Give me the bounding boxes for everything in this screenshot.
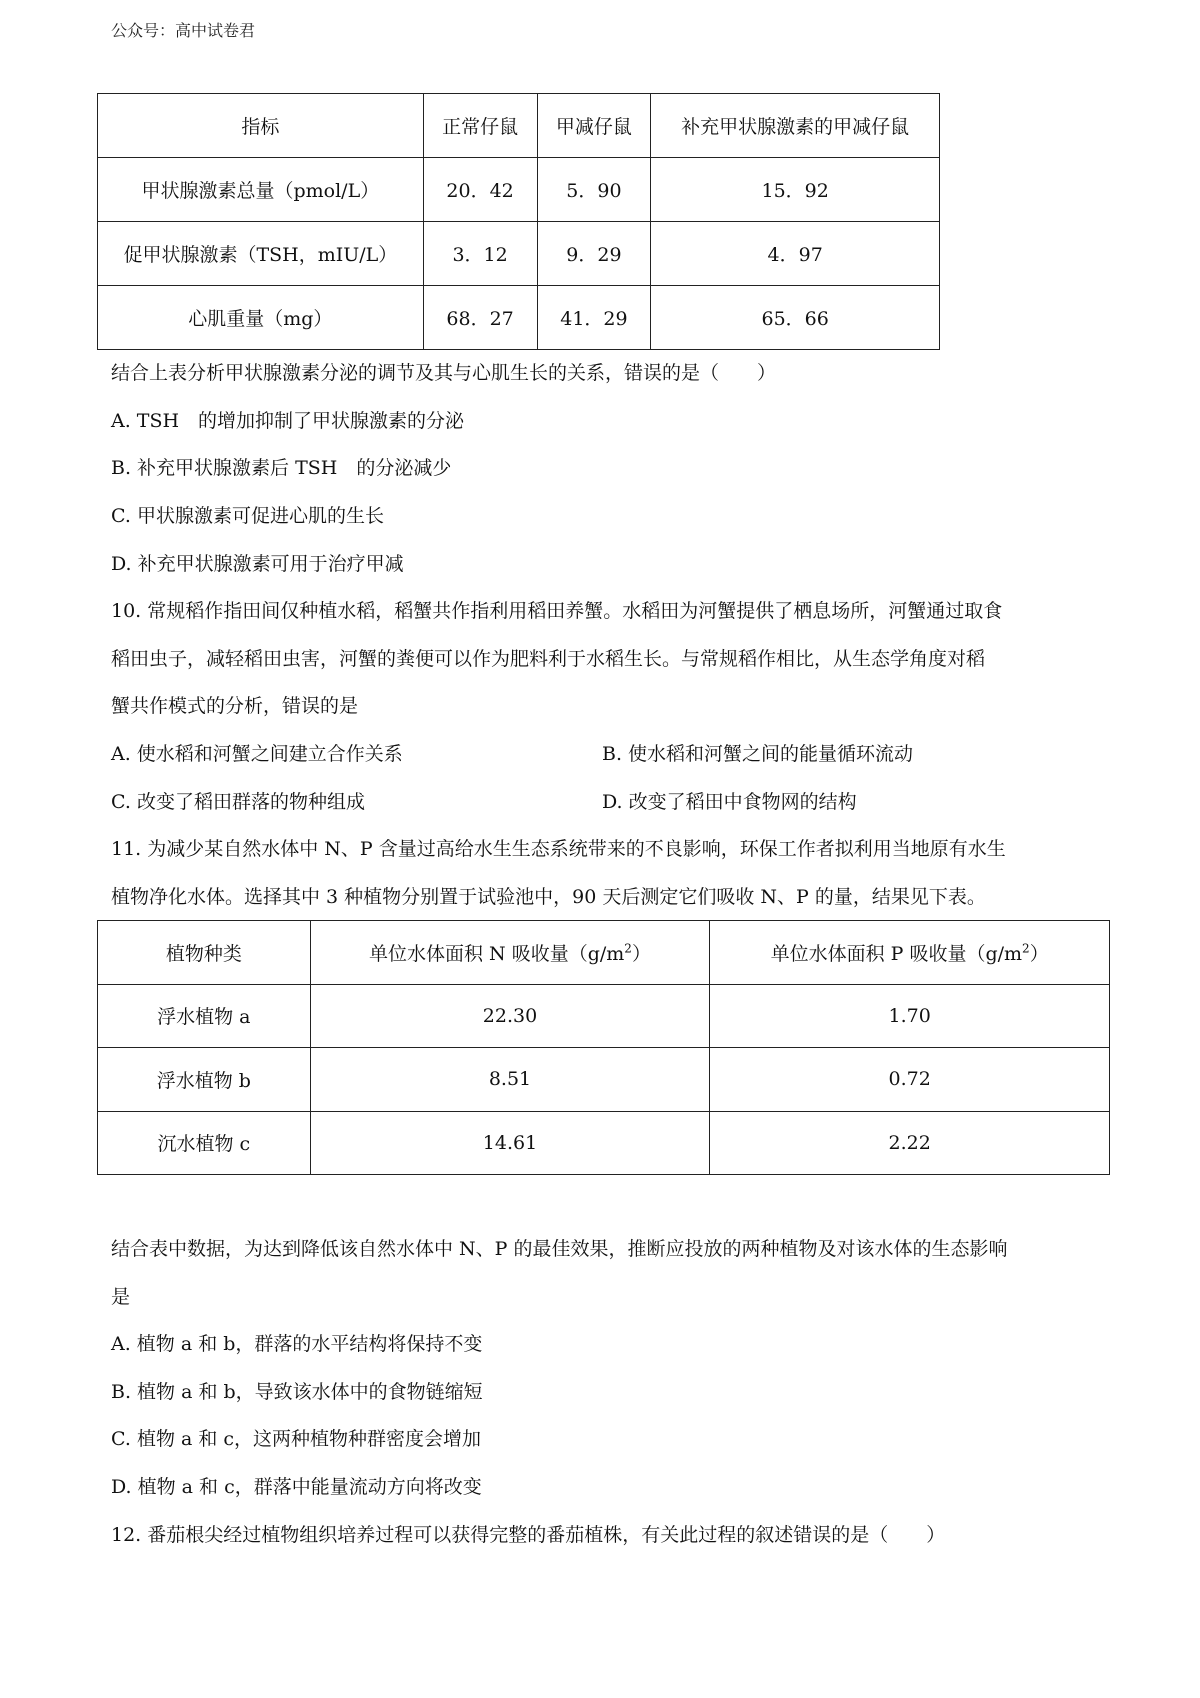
q11-line-1: 11. 为减少某自然水体中 N、P 含量过高给水生生态系统带来的不良影响，环保工作者拟利用当地原有水生: [111, 838, 1006, 860]
q9-option-c: C. 甲状腺激素可促进心肌的生长: [111, 505, 384, 527]
q11-after-line-2: 是: [111, 1286, 131, 1308]
table-row: [98, 158, 940, 222]
table-header-cell: [310, 921, 710, 985]
hormone-table: [97, 93, 940, 350]
table-cell: 9．29: [537, 222, 651, 286]
unit-superscript: 2: [1022, 941, 1030, 956]
q10-option-a: A. 使水稻和河蟹之间建立合作关系: [111, 743, 403, 765]
q10-option-b: B. 使水稻和河蟹之间的能量循环流动: [602, 743, 914, 765]
table-cell: 0.72: [710, 1048, 1110, 1112]
table-cell: 沉水植物 c: [98, 1111, 311, 1175]
table-header-row: [98, 921, 1110, 985]
table-row: [98, 1048, 1110, 1112]
q9-stem: 结合上表分析甲状腺激素分泌的调节及其与心肌生长的关系，错误的是（ ）: [111, 362, 777, 384]
unit-superscript: 2: [624, 941, 632, 956]
q12-stem: 12. 番茄根尖经过植物组织培养过程可以获得完整的番茄植株，有关此过程的叙述错误的是（ ）: [111, 1524, 946, 1546]
table-cell: 浮水植物 b: [98, 1048, 311, 1112]
table-header-row: [98, 94, 940, 158]
q10-line-2: 稻田虫子，减轻稻田虫害，河蟹的粪便可以作为肥料利于水稻生长。与常规稻作相比，从生态学角度对稻: [111, 648, 986, 670]
q9-option-b: B. 补充甲状腺激素后 TSH 的分泌减少: [111, 457, 452, 479]
table-cell: 心肌重量（mg）: [98, 286, 424, 350]
table-cell: 41．29: [537, 286, 651, 350]
table-cell: 甲状腺激素总量（pmol/L）: [98, 158, 424, 222]
table-row: [98, 286, 940, 350]
q11-option-b: B. 植物 a 和 b，导致该水体中的食物链缩短: [111, 1381, 483, 1403]
table-cell: 65．66: [651, 286, 940, 350]
q11-option-c: C. 植物 a 和 c，这两种植物种群密度会增加: [111, 1428, 482, 1450]
header-text: 单位水体面积 N 吸收量（g/m: [369, 942, 625, 965]
table-cell: 5．90: [537, 158, 651, 222]
q11-option-a: A. 植物 a 和 b，群落的水平结构将保持不变: [111, 1333, 483, 1355]
q11-after-line-1: 结合表中数据，为达到降低该自然水体中 N、P 的最佳效果，推断应投放的两种植物及对该水体的生态影响: [111, 1238, 1008, 1260]
table-cell: 4．97: [651, 222, 940, 286]
table-header-cell: 补充甲状腺激素的甲减仔鼠: [651, 94, 940, 158]
table-cell: 8.51: [310, 1048, 710, 1112]
page-header: 公众号：高中试卷君: [111, 21, 256, 40]
table-header-cell: [710, 921, 1110, 985]
table-cell: 20．42: [423, 158, 537, 222]
q9-option-d: D. 补充甲状腺激素可用于治疗甲减: [111, 553, 404, 575]
table-cell: 22.30: [310, 984, 710, 1048]
table-cell: 浮水植物 a: [98, 984, 311, 1048]
q10-line-3: 蟹共作模式的分析，错误的是: [111, 695, 359, 717]
table-cell: 2.22: [710, 1111, 1110, 1175]
table-header-cell: 正常仔鼠: [423, 94, 537, 158]
table-cell: 1.70: [710, 984, 1110, 1048]
table-cell: 68．27: [423, 286, 537, 350]
table-header-cell: 甲减仔鼠: [537, 94, 651, 158]
table-row: [98, 984, 1110, 1048]
q11-line-2: 植物净化水体。选择其中 3 种植物分别置于试验池中，90 天后测定它们吸收 N、P 的量，结果见下表。: [111, 886, 986, 908]
q9-option-a: A. TSH 的增加抑制了甲状腺激素的分泌: [111, 410, 465, 432]
q10-line-1: 10. 常规稻作指田间仅种植水稻，稻蟹共作指利用稻田养蟹。水稻田为河蟹提供了栖息场所，河蟹通过取食: [111, 600, 1003, 622]
table-row: [98, 1111, 1110, 1175]
header-close: ）: [631, 942, 651, 965]
q11-option-d: D. 植物 a 和 c，群落中能量流动方向将改变: [111, 1476, 482, 1498]
table-header-cell: 植物种类: [98, 921, 311, 985]
table-cell: 14.61: [310, 1111, 710, 1175]
table-cell: 促甲状腺激素（TSH，mIU/L）: [98, 222, 424, 286]
table-cell: 15．92: [651, 158, 940, 222]
table-header-cell: 指标: [98, 94, 424, 158]
q10-option-d: D. 改变了稻田中食物网的结构: [602, 791, 857, 813]
table-cell: 3．12: [423, 222, 537, 286]
header-close: ）: [1029, 942, 1049, 965]
plant-uptake-table: [97, 920, 1110, 1175]
q10-option-c: C. 改变了稻田群落的物种组成: [111, 791, 365, 813]
table-row: [98, 222, 940, 286]
header-text: 单位水体面积 P 吸收量（g/m: [770, 942, 1023, 965]
